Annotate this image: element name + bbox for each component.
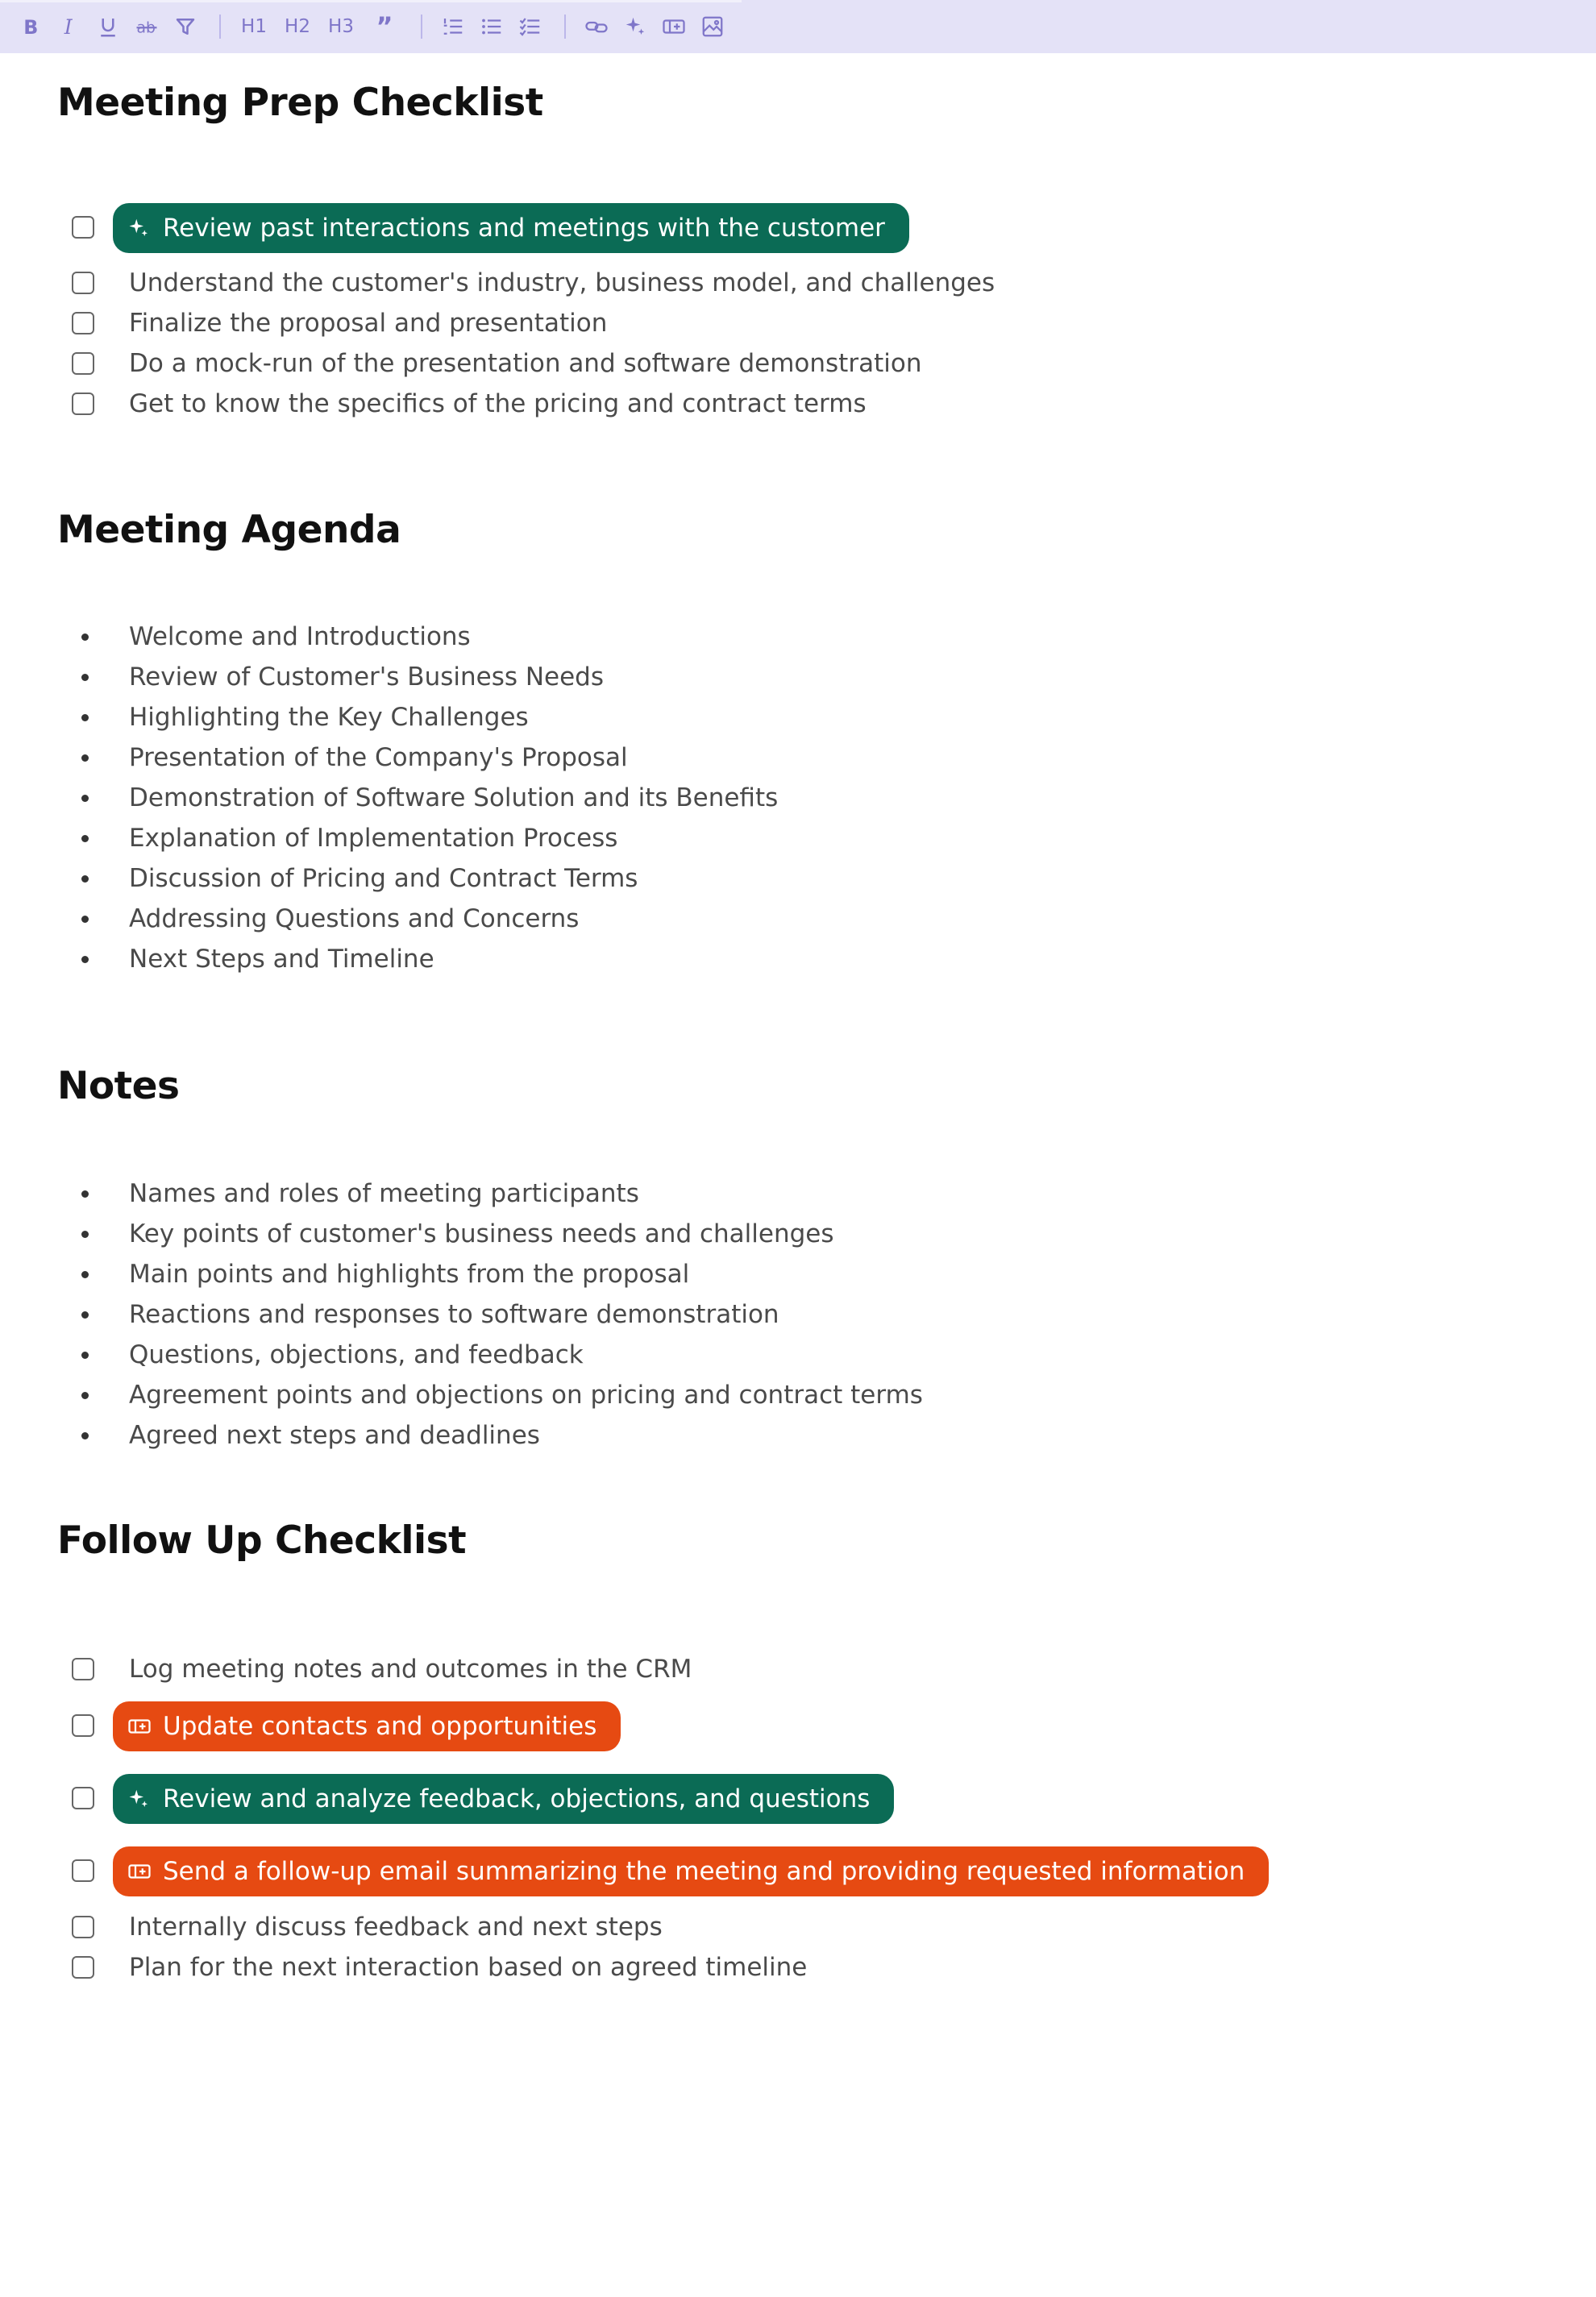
checkbox[interactable] xyxy=(72,312,94,334)
list-item-text: Welcome and Introductions xyxy=(129,622,471,651)
crm-card-icon xyxy=(127,1714,152,1738)
bullet xyxy=(81,1231,89,1238)
task-label: Plan for the next interaction based on agreed timeline xyxy=(129,1953,808,1982)
list-item-text: Review of Customer's Business Needs xyxy=(129,663,605,692)
list-item-text: Agreed next steps and deadlines xyxy=(129,1421,540,1450)
checkbox[interactable] xyxy=(72,352,94,375)
ai-task-pill[interactable] xyxy=(113,203,909,253)
bullet-list-icon[interactable] xyxy=(476,10,508,43)
bullet xyxy=(81,1432,89,1439)
list-item-text: Addressing Questions and Concerns xyxy=(129,904,580,933)
toolbar-separator xyxy=(219,15,221,39)
list-item-text: Presentation of the Company's Proposal xyxy=(129,743,628,772)
bullet xyxy=(81,714,89,721)
checkbox[interactable] xyxy=(72,1714,94,1737)
sparkle-icon[interactable] xyxy=(619,10,651,43)
list-item-text: Explanation of Implementation Process xyxy=(129,824,618,853)
list-item-text: Highlighting the Key Challenges xyxy=(129,703,529,732)
checkbox[interactable] xyxy=(72,1916,94,1938)
ordered-list-icon[interactable] xyxy=(437,10,469,43)
task-label: Update contacts and opportunities xyxy=(163,1712,597,1741)
task-label: Review and analyze feedback, objections, and questions xyxy=(163,1784,871,1813)
checkbox[interactable] xyxy=(72,216,94,239)
toolbar-separator xyxy=(564,15,566,39)
heading-1-button[interactable]: H1 xyxy=(241,16,267,37)
checkbox[interactable] xyxy=(72,1787,94,1809)
svg-text:I: I xyxy=(64,15,73,39)
bullet xyxy=(81,956,89,963)
bullet xyxy=(81,754,89,762)
list-item-text: Questions, objections, and feedback xyxy=(129,1340,584,1369)
task-label: Do a mock-run of the presentation and software demonstration xyxy=(129,349,922,378)
editor-toolbar xyxy=(0,0,1596,53)
bullet xyxy=(81,795,89,802)
task-label: Understand the customer's industry, business model, and challenges xyxy=(129,268,995,297)
toolbar-top-strip xyxy=(0,0,742,2)
bullet xyxy=(81,1392,89,1399)
list-item-text: Demonstration of Software Solution and its Benefits xyxy=(129,783,779,812)
checkbox[interactable] xyxy=(72,1956,94,1979)
bullet xyxy=(81,1311,89,1319)
image-icon[interactable] xyxy=(696,10,729,43)
bullet xyxy=(81,1190,89,1198)
checkbox[interactable] xyxy=(72,393,94,415)
bullet xyxy=(81,674,89,681)
bullet xyxy=(81,1352,89,1359)
checkbox[interactable] xyxy=(72,272,94,294)
task-label: Finalize the proposal and presentation xyxy=(129,309,608,338)
italic-icon[interactable] xyxy=(53,10,85,43)
section-title-follow-up: Follow Up Checklist xyxy=(57,1518,467,1563)
crm-task-pill[interactable] xyxy=(113,1846,1269,1896)
highlight-icon[interactable] xyxy=(169,10,202,43)
list-item-text: Discussion of Pricing and Contract Terms xyxy=(129,864,638,893)
checklist-icon[interactable] xyxy=(514,10,547,43)
crm-task-pill[interactable] xyxy=(113,1701,621,1751)
task-label: Get to know the specifics of the pricing and contract terms xyxy=(129,389,867,418)
svg-text:ab: ab xyxy=(136,19,156,37)
svg-text:B: B xyxy=(23,15,39,39)
bullet xyxy=(81,633,89,641)
section-title-meeting-prep: Meeting Prep Checklist xyxy=(57,81,543,125)
list-item-text: Names and roles of meeting participants xyxy=(129,1179,639,1208)
sparkle-icon xyxy=(127,216,152,240)
crm-card-icon[interactable] xyxy=(658,10,690,43)
list-item-text: Key points of customer's business needs and challenges xyxy=(129,1219,834,1248)
list-item-text: Agreement points and objections on pricing and contract terms xyxy=(129,1381,923,1410)
heading-2-button[interactable]: H2 xyxy=(285,16,310,37)
checkbox[interactable] xyxy=(72,1658,94,1680)
bullet xyxy=(81,1271,89,1278)
task-label: Send a follow-up email summarizing the meeting and providing requested information xyxy=(163,1857,1245,1886)
checkbox[interactable] xyxy=(72,1859,94,1882)
ai-task-pill[interactable] xyxy=(113,1774,894,1824)
sparkle-icon xyxy=(127,1787,152,1811)
crm-card-icon xyxy=(127,1859,152,1884)
task-label: Log meeting notes and outcomes in the CRM xyxy=(129,1655,692,1684)
list-item-text: Next Steps and Timeline xyxy=(129,945,434,974)
bullet xyxy=(81,835,89,842)
heading-3-button[interactable]: H3 xyxy=(328,16,354,37)
bullet xyxy=(81,916,89,923)
list-item-text: Reactions and responses to software demonstration xyxy=(129,1300,779,1329)
underline-icon[interactable] xyxy=(92,10,124,43)
link-icon[interactable] xyxy=(580,10,613,43)
bullet xyxy=(81,875,89,883)
bold-icon[interactable] xyxy=(15,10,47,43)
task-label: Review past interactions and meetings with the customer xyxy=(163,214,885,243)
list-item-text: Main points and highlights from the proposal xyxy=(129,1260,690,1289)
task-label: Internally discuss feedback and next steps xyxy=(129,1913,663,1942)
section-title-meeting-agenda: Meeting Agenda xyxy=(57,508,401,552)
section-title-notes: Notes xyxy=(57,1064,180,1108)
strikethrough-icon[interactable] xyxy=(131,10,163,43)
toolbar-separator xyxy=(421,15,422,39)
quote-icon[interactable]: ” xyxy=(376,11,393,42)
